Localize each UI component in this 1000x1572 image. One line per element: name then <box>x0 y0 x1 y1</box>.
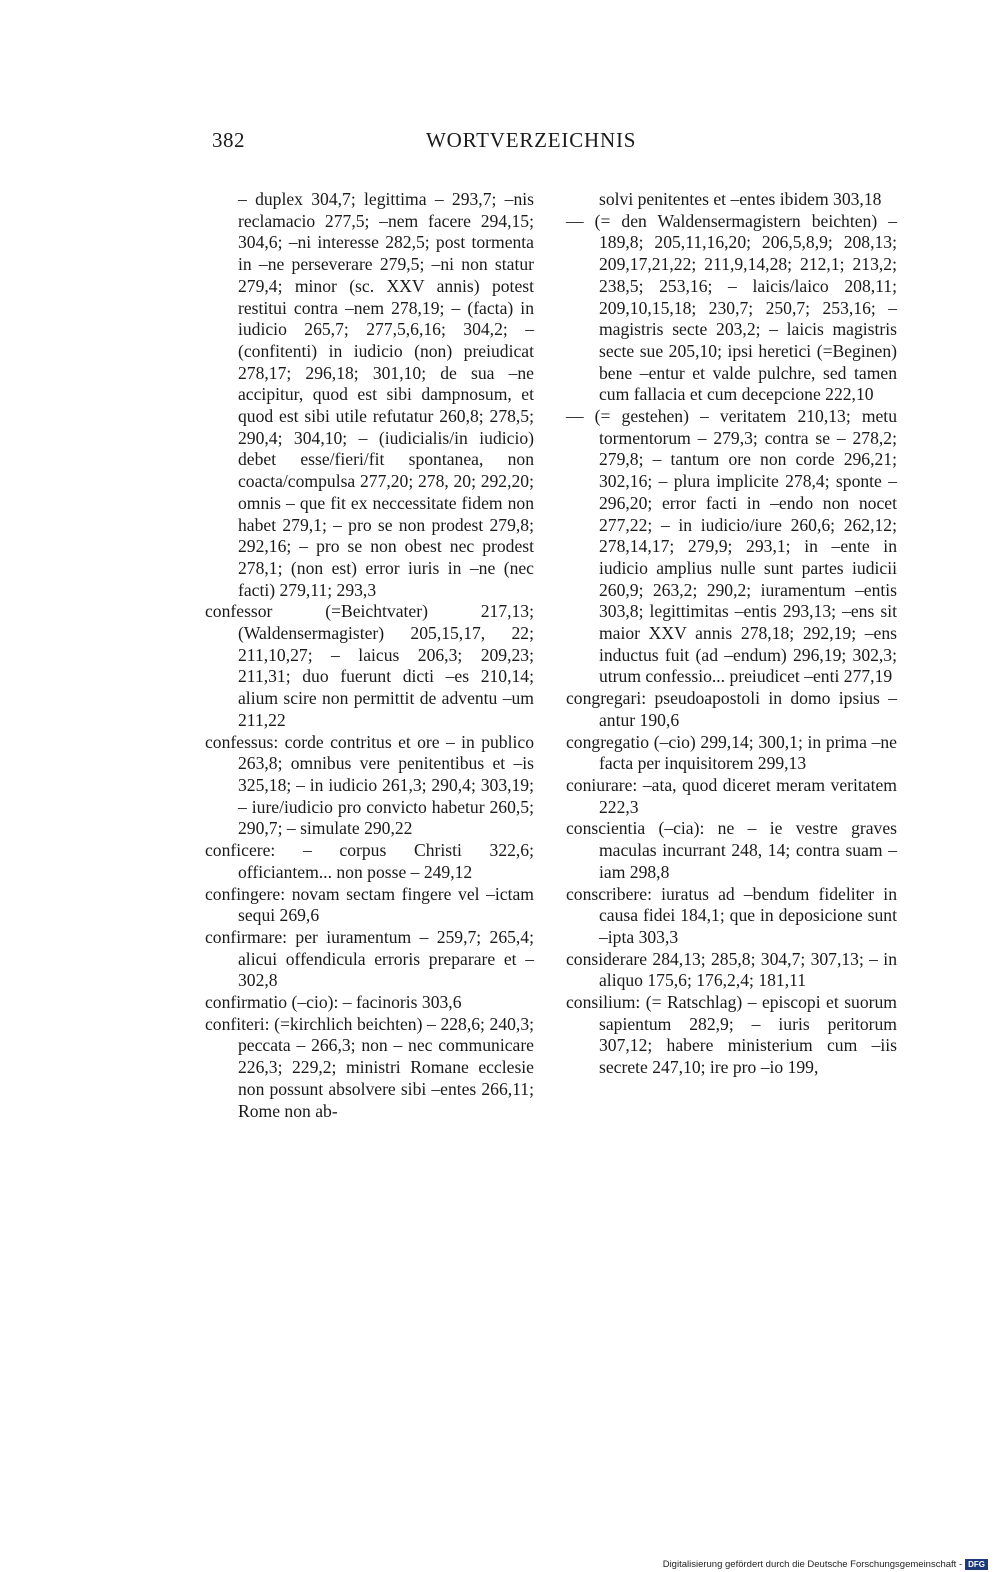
right-column <box>566 189 897 1079</box>
index-entry: — (= gestehen) – veritatem 210,13; metu tormentorum – 279,3; contra se – 278,2; 279,8; – tantum ore non corde 296,21; 302,16; – plura implicite 278,4; sponte – 296,20; error facti in –endo non nocet 277,22; – in iudicio/iure 260,6; 262,12; 278,14,17; 279,9; 293,1; in –ente in iudicio amplius nulle sunt partes iudicii 260,9; 263,2; 290,2; iuramentum –entis 303,8; legittimitas –entis 293,13; –ens sit maior XXV annis 278,18; 292,19; –ens inductus fuit (ad –endum) 296,19; 302,3; utrum confessio... preiudicet –enti 277,19 <box>566 406 897 687</box>
index-entry: congregari: pseudoapostoli in domo ipsius –antur 190,6 <box>566 688 897 730</box>
dfg-logo-icon: DFG <box>965 1559 988 1570</box>
index-entry: confirmatio (–cio): – facinoris 303,6 <box>205 992 462 1013</box>
index-entry: considerare 284,13; 285,8; 304,7; 307,13; – in aliquo 175,6; 176,2,4; 181,11 <box>566 948 897 991</box>
index-entry: confingere: novam sectam fingere vel –ictam sequi 269,6 <box>205 883 534 926</box>
index-entry: coniurare: –ata, quod diceret meram veritatem 222,3 <box>566 774 897 817</box>
page-number: 382 <box>212 128 245 152</box>
index-entry: conficere: – corpus Christi 322,6; officiantem... non posse – 249,12 <box>205 840 534 882</box>
running-head: WORTVERZEICHNIS <box>426 128 637 152</box>
index-entry: — (= den Waldensermagistern beichten) – 189,8; 205,11,16,20; 206,5,8,9; 208,13; 209,17,21,22; 211,9,14,28; 212,1; 213,2; 238,5; 253,16; – laicis/laico 208,11; 209,10,15,18; 230,7; 250,7; 253,16; – magistris secte 203,2; – laicis magistris secte sue 205,10; ipsi heretici (=Beginen) bene –entur et valde pulchre, sed tamen cum fallacia et cum decepcione 222,10 <box>566 210 897 405</box>
index-entry: solvi penitentes et –entes ibidem 303,18 <box>599 189 882 209</box>
index-entry: – duplex 304,7; legittima – 293,7; –nis reclamacio 277,5; –nem facere 294,15; 304,6; –ni interesse 282,5; post tormenta in –ne perseverare 279,5; –ni non statur 279,4; minor (sc. XXV annis) potest restitui contra –nem 278,19; – (facta) in iudicio 265,7; 277,5,6,16; 304,2; – (confitenti) in iudicio (non) preiudicat 278,17; 296,18; 301,10; de sua –ne accipitur, quod est sibi dampnosum, et quod est sibi utile refutatur 260,8; 278,5; 290,4; 304,10; – (iudicialis/in iudicio) debet esse/fieri/fit spontanea, non coacta/compulsa 277,20; 278, 20; 292,20; omnis – que fit ex neccessitate fidem non habet 279,1; – pro se non prodest 279,8; 292,16; – pro se non obest nec prodest 278,1; (non est) error iuris in –ne (nec facti) 279,11; 293,3 <box>238 189 534 600</box>
index-entry: confessus: corde contritus et ore – in publico 263,8; omnibus vere penitentibus et –is 325,18; – in iudicio 261,3; 290,4; 303,19; – iure/iudicio pro convicto habetur 260,5; 290,7; – simulate 290,22 <box>205 731 534 839</box>
index-entry: confiteri: (=kirchlich beichten) – 228,6; 240,3; peccata – 266,3; non – nec communicare 226,3; 229,2; ministri Romane ecclesie non possunt absolvere sibi –entes 266,11; Rome non ab- <box>205 1013 534 1121</box>
credit-text: Digitalisierung gefördert durch die Deutsche Forschungsgemeinschaft - <box>662 1559 963 1570</box>
index-entry: confirmare: per iuramentum – 259,7; 265,4; alicui offendicula erroris preparare et – 302,8 <box>205 926 534 991</box>
index-entry: consilium: (= Ratschlag) – episcopi et suorum sapientum 282,9; – iuris peritorum 307,12; habere ministerium cum –iis secrete 247,10; ire pro –io 199, <box>566 992 897 1078</box>
index-entry: congregatio (–cio) 299,14; 300,1; in prima –ne facta per inquisitorem 299,13 <box>566 731 897 774</box>
digitization-credit <box>663 1559 988 1570</box>
index-entry: conscientia (–cia): ne – ie vestre graves maculas incurrant 248, 14; contra suam –iam 298,8 <box>566 818 897 882</box>
index-entry: conscribere: iuratus ad –bendum fideliter in causa fidei 184,1; que in deposicione sunt –ipta 303,3 <box>566 883 897 947</box>
index-entry: confessor (=Beichtvater) 217,13; (Waldensermagister) 205,15,17, 22; 211,10,27; – laicus 206,3; 209,23; 211,31; duo fuerunt dicti –es 210,14; alium scire non permittit de adventu –um 211,22 <box>205 601 534 730</box>
page-header <box>0 128 1000 158</box>
left-column <box>205 189 534 1122</box>
